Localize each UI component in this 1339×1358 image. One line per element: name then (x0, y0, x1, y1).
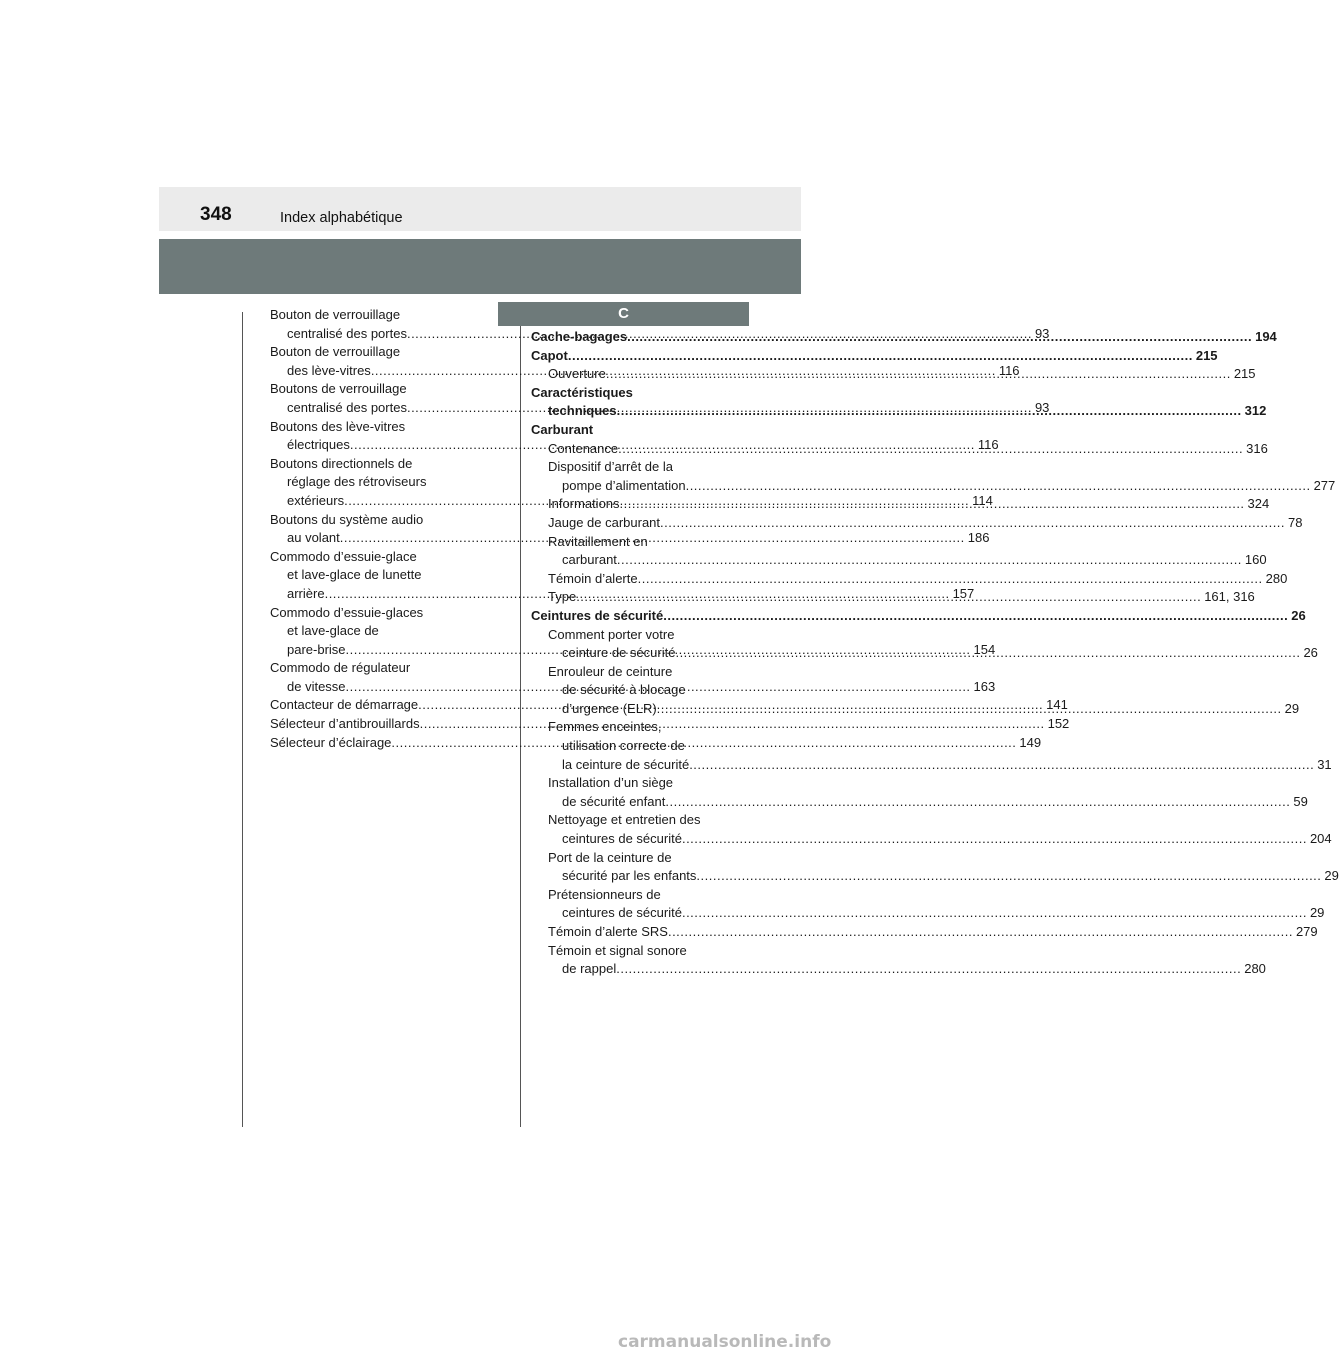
index-entry-text: Enrouleur de ceinture (548, 663, 673, 679)
page-reference[interactable]: 324 (1247, 496, 1270, 512)
page-reference[interactable]: 116 (998, 362, 1020, 378)
page-reference[interactable]: 59 (1293, 793, 1308, 809)
page-reference[interactable]: 78 (1288, 514, 1303, 530)
index-entry-text: Informations (548, 496, 620, 512)
index-entry-text: Sélecteur d’antibrouillards (270, 716, 420, 732)
dot-leader (606, 365, 1231, 384)
index-entry-text: Sélecteur d’éclairage (270, 734, 392, 750)
index-entry-text: Ravitaillement en (548, 533, 648, 549)
page-reference[interactable]: 215 (1195, 347, 1218, 363)
page-reference[interactable]: 204 (1309, 831, 1332, 847)
dot-leader (657, 700, 1282, 719)
index-entry-text: Boutons des lève-vitres (270, 418, 406, 434)
index-entry-text: ceintures de sécurité (562, 905, 682, 921)
page-reference[interactable]: 114 (972, 492, 993, 508)
index-entry-text: de rappel (562, 961, 617, 977)
dot-leader (620, 495, 1245, 514)
index-entry-text: Boutons du système audio (270, 511, 424, 527)
index-entry-text: Ouverture (548, 366, 606, 382)
column-divider-left (242, 312, 243, 1127)
index-entry-text: ceintures de sécurité (562, 831, 682, 847)
index-entry-text: de vitesse (287, 678, 346, 694)
index-entry-text: Comment porter votre (548, 626, 675, 642)
page-reference[interactable]: 280 (1244, 961, 1266, 977)
dot-leader (668, 923, 1293, 942)
index-entry-text: Témoin d’alerte (548, 570, 638, 586)
index-entry (531, 811, 1332, 848)
index-entry (531, 942, 1266, 979)
page-reference[interactable]: 149 (1019, 734, 1042, 750)
page-reference[interactable]: 141 (1046, 697, 1068, 713)
index-entry (531, 923, 1318, 942)
index-entry (531, 774, 1308, 811)
index-entry-text: pompe d’alimentation (562, 477, 686, 493)
index-entry-text: pare-brise (287, 641, 346, 657)
index-entry-text: Femmes enceintes, (548, 719, 662, 735)
page-reference[interactable]: 29 (1309, 905, 1325, 921)
index-entry-text: Contenance (548, 440, 619, 456)
page-reference[interactable]: 116 (977, 437, 999, 453)
index-entry-text: électriques (287, 437, 350, 453)
page-reference[interactable]: 277 (1313, 477, 1336, 493)
dot-leader (686, 477, 1311, 496)
dot-leader (638, 570, 1263, 589)
page-reference[interactable]: 186 (967, 530, 990, 546)
index-entry-text: Témoin et signal sonore (548, 942, 687, 958)
index-entry-text: de sécurité à blocage (562, 682, 686, 698)
index-entry-text: réglage des rétroviseurs (287, 474, 427, 490)
index-entry-text: Bouton de verrouillage (270, 344, 401, 360)
index-entry-text: Ceintures de sécurité (531, 607, 664, 623)
page-reference[interactable]: 29 (1284, 700, 1300, 716)
index-entry-text: au volant (287, 530, 340, 546)
dot-leader (617, 402, 1242, 421)
dot-leader (568, 347, 1193, 366)
page-reference[interactable]: 316 (1246, 440, 1268, 456)
index-entry-text: Caractéristiques (531, 384, 633, 400)
index-entry-text: des lève-vitres (287, 362, 371, 378)
header-band (159, 239, 801, 294)
index-entry-text: Dispositif d’arrêt de la (548, 459, 673, 475)
page-reference[interactable]: 161, 316 (1204, 589, 1255, 605)
dot-leader (616, 960, 1241, 979)
index-entry-text: Nettoyage et entretien des (548, 812, 701, 828)
index-entry-text: Commodo d’essuie-glace (270, 548, 417, 564)
index-entry-text: Jauge de carburant (548, 514, 661, 530)
index-entry-text: Commodo de régulateur (270, 660, 411, 676)
page-reference[interactable]: 26 (1291, 607, 1306, 623)
index-entry-text: utilisation correcte de (562, 738, 685, 754)
index-entry-text: Boutons de verrouillage (270, 381, 407, 397)
page-reference[interactable]: 215 (1233, 366, 1256, 382)
index-entry-text: Commodo d’essuie-glaces (270, 604, 424, 620)
page-reference[interactable]: 154 (973, 641, 996, 657)
page-reference[interactable]: 194 (1255, 329, 1277, 344)
page-reference[interactable]: 29 (1324, 868, 1339, 884)
index-entry-text: Boutons directionnels de (270, 455, 413, 471)
index-entry-text: sécurité par les enfants (562, 868, 697, 884)
page-reference[interactable]: 157 (952, 585, 975, 601)
dot-leader (660, 514, 1285, 533)
dot-leader (618, 440, 1243, 459)
page-reference[interactable]: 31 (1317, 756, 1332, 772)
page-reference[interactable]: 279 (1295, 924, 1318, 939)
index-entry (531, 347, 1218, 366)
dot-leader (665, 793, 1290, 812)
dot-leader (617, 551, 1242, 570)
index-entry-text: la ceinture de sécurité (562, 756, 690, 772)
dot-leader (689, 756, 1314, 775)
index-entry (531, 421, 749, 440)
page-reference[interactable]: 26 (1303, 645, 1318, 661)
index-entry-text: Carburant (531, 421, 594, 437)
index-entry (531, 570, 1288, 589)
page-reference[interactable]: 312 (1244, 403, 1267, 419)
index-entry (531, 886, 1325, 923)
index-entry-text: Bouton de verrouillage (270, 307, 401, 322)
section-title: Index alphabétique (280, 210, 403, 226)
page-reference[interactable]: 160 (1244, 552, 1267, 568)
index-entry-text: d’urgence (ELR) (562, 700, 657, 716)
letter-tab: C (498, 302, 749, 326)
index-entry (531, 607, 1306, 626)
index-entry-text: Type (548, 589, 577, 605)
header-bar (159, 187, 801, 231)
index-entry-text: centralisé des portes (287, 399, 407, 415)
index-entry-text: Témoin d’alerte SRS (548, 924, 668, 939)
dot-leader (627, 328, 1252, 347)
page-reference[interactable]: 280 (1265, 570, 1288, 586)
index-entry-text: Installation d’un siège (548, 775, 674, 791)
index-entry-text: de sécurité enfant (562, 793, 666, 809)
index-entry (531, 458, 1336, 495)
index-entry (531, 849, 1339, 886)
index-entry-text: ceinture de sécurité (562, 645, 676, 661)
index-entry-text: et lave-glace de (287, 623, 379, 639)
index-entry-text: techniques (548, 403, 617, 419)
index-entry-text: Prétensionneurs de (548, 886, 661, 902)
page-reference[interactable]: 93 (1034, 325, 1050, 341)
dot-leader (663, 607, 1288, 626)
index-entry-text: et lave-glace de lunette (287, 567, 422, 583)
page-reference[interactable]: 152 (1047, 716, 1070, 732)
page-reference[interactable]: 93 (1034, 399, 1050, 415)
dot-leader (675, 644, 1300, 663)
index-entry-text: Port de la ceinture de (548, 849, 672, 865)
dot-leader (682, 830, 1307, 849)
watermark: carmanualsonline.info (618, 1332, 832, 1352)
index-entry-text: Cache-bagages (531, 329, 628, 344)
index-entry-text: Capot (531, 347, 568, 363)
page-number: 348 (200, 204, 232, 225)
page-reference[interactable]: 163 (973, 678, 996, 694)
index-entry-text: arrière (287, 585, 325, 601)
dot-leader (682, 904, 1307, 923)
index-entry-text: extérieurs (287, 492, 345, 508)
dot-leader (696, 867, 1321, 886)
index-entry-text: Contacteur de démarrage (270, 697, 419, 713)
dot-leader (576, 588, 1201, 607)
index-entry (531, 514, 1303, 533)
index-entry-text: carburant (562, 552, 617, 568)
index-entry-text: centralisé des portes (287, 325, 407, 341)
